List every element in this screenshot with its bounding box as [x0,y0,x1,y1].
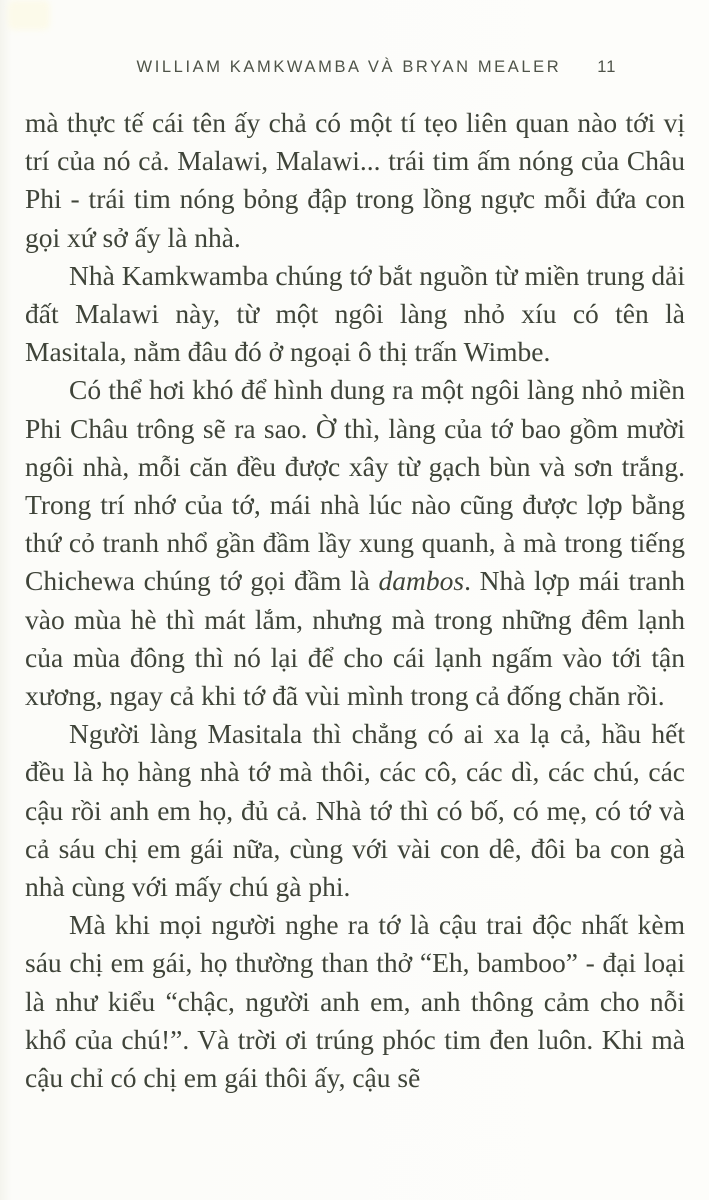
text-segment: mà thực tế cái tên ấy chả có một tí tẹo liên quan nào tới vị trí của nó cả. Malawi, Malawi... trái tim ấm nóng của Châu Phi - trái tim nóng bỏng đập trong lồng ngực mỗi đứa con gọi xứ sở ấy là nhà. [25,107,685,253]
text-segment: Nhà Kamkwamba chúng tớ bắt nguồn từ miền trung dải đất Malawi này, từ một ngôi làng nhỏ xíu có tên là Masitala, nằm đâu đó ở ngoại ô thị trấn Wimbe. [25,259,685,368]
text-segment: Mà khi mọi người nghe ra tớ là cậu trai độc nhất kèm sáu chị em gái, họ thường than thở “Eh, bamboo” - đại loại là như kiểu “chậc, người anh em, anh thông cảm cho nỗi khổ của chú!”. Và trời ơi trúng phóc tim đen luôn. Khi mà cậu chỉ có chị em gái thôi ấy, cậu sẽ [25,909,685,1094]
paragraph [25,104,685,257]
italic-term: dambos [378,565,465,597]
body-text [25,104,685,1097]
text-segment: Có thể hơi khó để hình dung ra một ngôi làng nhỏ miền Phi Châu trông sẽ ra sao. Ờ thì, làng của tớ bao gồm mười ngôi nhà, mỗi căn đều được xây từ gạch bùn và sơn trắng. Trong trí nhớ của tớ, mái nhà lúc nào cũng được lợp bằng thứ cỏ tranh nhổ gần đầm lầy xung quanh, à mà trong tiếng Chichewa chúng tớ gọi đầm là [25,374,685,597]
paragraph [25,715,685,906]
paragraph [25,906,685,1097]
text-segment: . Nhà lợp mái tranh vào mùa hè thì mát lắm, nhưng mà trong những đêm lạnh của mùa đông thì nó lại để cho cái lạnh ngấm vào tới tận xương, ngay cả khi tớ đã vùi mình trong cả đống chăn rồi. [25,565,685,712]
paragraph [25,257,685,372]
running-title: WILLIAM KAMKWAMBA VÀ BRYAN MEALER [136,58,562,76]
scan-artifact [8,0,50,30]
text-segment: Người làng Masitala thì chẳng có ai xa lạ cả, hầu hết đều là họ hàng nhà tớ mà thôi, các cô, các dì, các chú, các cậu rồi anh em họ, đủ cả. Nhà tớ thì có bố, có mẹ, có tớ và cả sáu chị em gái nữa, cùng với vài con dê, đôi ba con gà nhà cùng với mấy chú gà phi. [25,718,685,903]
page-header [22,58,709,77]
page-number: 11 [597,58,617,76]
paragraph [25,371,685,715]
